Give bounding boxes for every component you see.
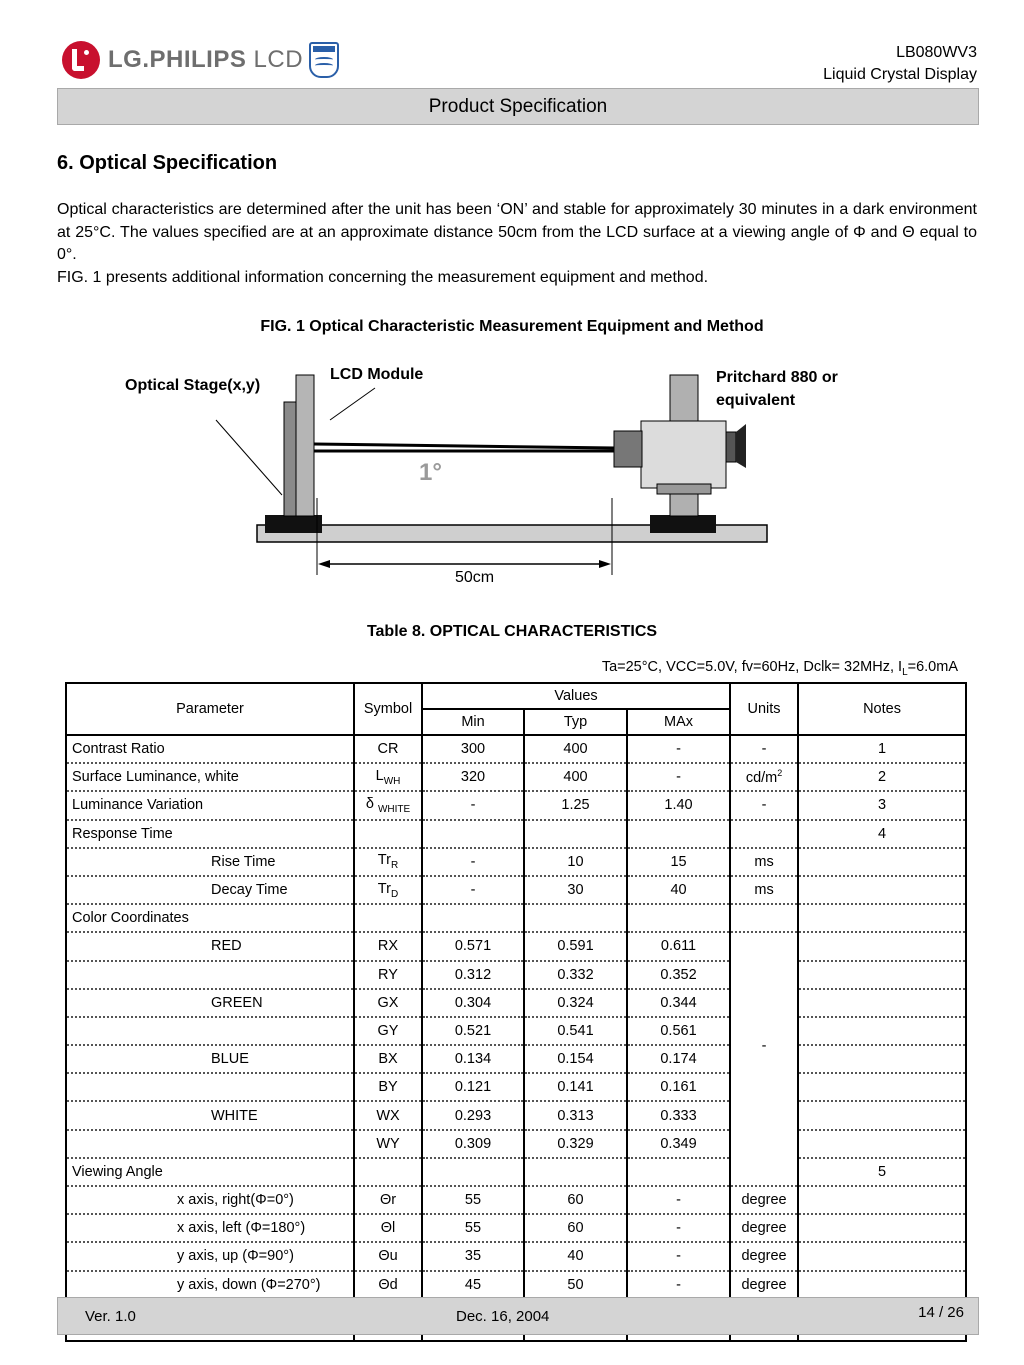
product-type: Liquid Crystal Display [823,66,977,83]
optical-characteristics-table [65,682,967,1342]
test-conditions: Ta=25°C, VCC=5.0V, fv=60Hz, Dclk= 32MHz, $I_L=6.0mA$ [601,659,958,678]
table-row: WY 0.309 0.329 0.349 [66,1130,966,1158]
stage-foot [265,515,322,533]
table-row: BY 0.121 0.141 0.161 [66,1073,966,1101]
col-values: Values [422,683,730,709]
table-row: y axis, up (Φ=90°) Θu 35 40 - degree [66,1242,966,1270]
model-number: LB080WV3 [896,44,977,61]
band-title: Product Specification [428,96,608,117]
table-row: WHITE WX 0.293 0.313 0.333 [66,1101,966,1129]
pritchard-label [716,366,838,412]
col-units: Units [730,683,798,735]
col-typ: Typ [524,709,627,735]
table-row: Rise Time $Tr_R$ - 10 15 ms [66,848,966,876]
table-row: Viewing Angle 5 [66,1158,966,1186]
logo-text: LG.PHILIPS LCD [108,46,304,73]
footer-band [57,1297,979,1335]
table-row: Contrast Ratio CR 300 400 - - 1 [66,735,966,763]
table-row: Decay Time $Tr_D$ - 30 40 ms [66,876,966,904]
table-row: BLUE BX 0.134 0.154 0.174 [66,1045,966,1073]
angle-label: 1° [419,459,442,486]
figure-caption: FIG. 1 Optical Characteristic Measurement Equipment and Method [260,318,764,335]
distance-label: 50cm [455,569,495,586]
table-row: Surface Luminance, white $L_{WH}$ 320 400 - $cd/m^2$ 2 [66,763,966,791]
lcd-module-label: LCD Module [330,366,424,383]
table-row: y axis, down (Φ=270°) Θd 45 50 - degree [66,1271,966,1299]
col-symbol: Symbol [354,683,422,735]
intro-paragraph-2: FIG. 1 presents additional information concerning the measurement equipment and method. [57,268,709,286]
table-header-row [66,683,966,709]
camera-eyepiece [736,424,746,468]
pritchard-label-line-1: Pritchard 880 or [716,369,838,386]
table-caption: Table 8. OPTICAL CHARACTERISTICS [366,623,658,640]
footer-page-number: 14 / 26 [918,1304,964,1321]
table-row: GREEN GX 0.304 0.324 0.344 [66,989,966,1017]
table-row: RED RX 0.571 0.591 0.611 - [66,932,966,960]
measurement-setup-diagram [0,0,1024,620]
col-notes: Notes [798,683,966,735]
stage-pillar [284,402,296,516]
table-row: GY 0.521 0.541 0.561 [66,1017,966,1045]
intro-paragraph-1: Optical characteristics are determined after the unit has been ‘ON’ and stable for approximately 30 minutes in a dark environment at 25°C. The values specified are at an approximate distance 50cm from the LCD surface at a viewing angle of Φ and Θ equal to 0°. [57,201,977,263]
lcd-module-panel [296,375,314,516]
table-row: Luminance Variation δ $_{WHITE}$ - 1.25 1.40 - 3 [66,791,966,819]
pritchard-label-line-2: equivalent [716,392,796,409]
table-row: Response Time 4 [66,820,966,848]
table-row: Color Coordinates [66,904,966,932]
table-row: RY 0.312 0.332 0.352 [66,961,966,989]
section-title: 6. Optical Specification [57,152,278,174]
camera-foot [650,515,716,533]
col-parameter: Parameter [66,683,354,735]
table-row: x axis, right(Φ=0°) Θr 55 60 - degree [66,1186,966,1214]
camera-stand-top [670,375,698,421]
camera-lens [614,431,642,467]
camera-body [641,421,726,488]
col-max: MAx [627,709,730,735]
optical-stage-label: Optical Stage(x,y) [125,377,261,394]
footer-version: Ver. 1.0 [85,1308,136,1325]
color-units-cell: - [730,932,798,1158]
table-row: x axis, left (Φ=180°) Θl 55 60 - degree [66,1214,966,1242]
footer-date: Dec. 16, 2004 [456,1308,550,1325]
col-min: Min [422,709,524,735]
